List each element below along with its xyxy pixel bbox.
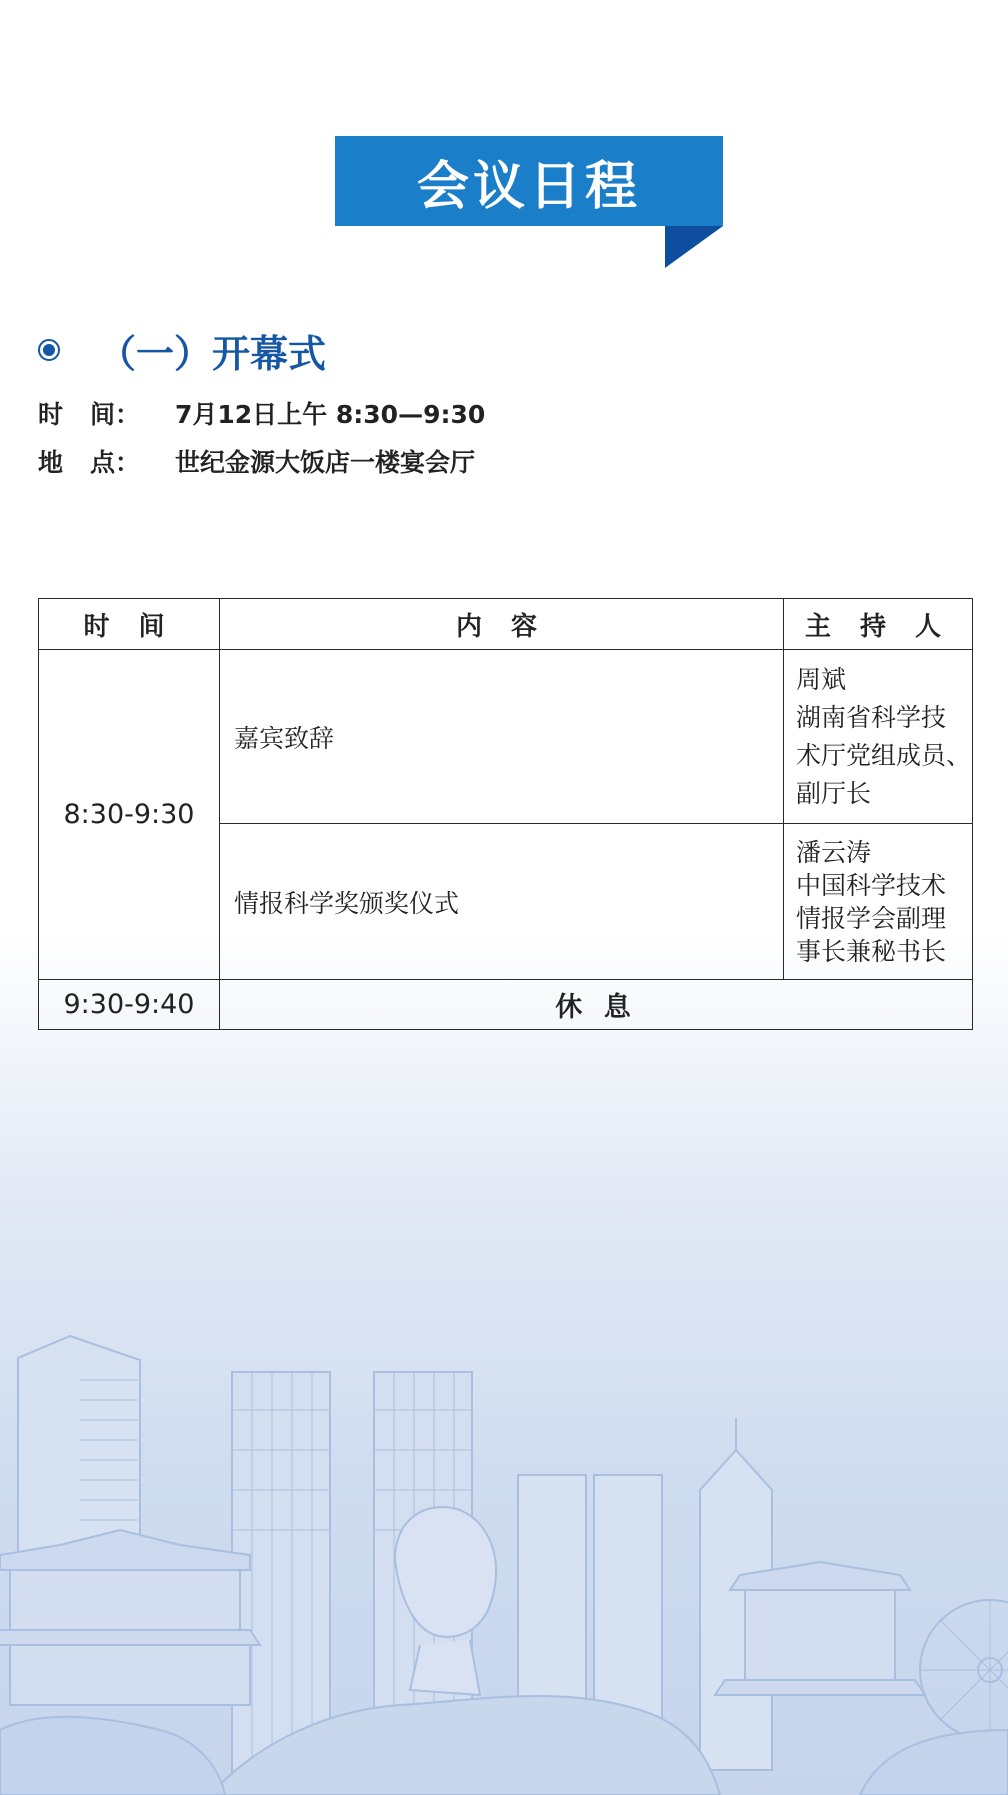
title-banner bbox=[335, 136, 723, 226]
banner-fold bbox=[665, 226, 723, 268]
host-cell: 潘云涛 中国科学技术 情报学会副理 事长兼秘书长 bbox=[784, 824, 973, 980]
break-cell: 休 息 bbox=[220, 980, 973, 1030]
time-info bbox=[38, 395, 485, 431]
time-label-a: 时 bbox=[38, 400, 64, 429]
section-heading bbox=[38, 322, 326, 378]
page-title: 会议日程 bbox=[416, 156, 641, 217]
time-cell: 9:30-9:40 bbox=[39, 980, 220, 1030]
section-title: （一）开幕式 bbox=[98, 331, 327, 376]
host-cell: 周斌 湖南省科学技 术厅党组成员、 副厅长 bbox=[784, 650, 973, 824]
content-cell: 情报科学奖颁奖仪式 bbox=[220, 824, 784, 980]
place-label-a: 地 bbox=[38, 448, 64, 477]
time-label-b: 间： bbox=[90, 400, 141, 429]
place-info bbox=[38, 443, 475, 479]
schedule-table bbox=[38, 598, 973, 1030]
table-row bbox=[39, 980, 973, 1030]
content-cell: 嘉宾致辞 bbox=[220, 650, 784, 824]
city-skyline-illustration bbox=[0, 1300, 1008, 1795]
header-time: 时 间 bbox=[39, 599, 220, 650]
header-content: 内 容 bbox=[220, 599, 784, 650]
time-cell: 8:30-9:30 bbox=[39, 650, 220, 980]
table-header-row bbox=[39, 599, 973, 650]
place-value: 世纪金源大饭店一楼宴会厅 bbox=[175, 448, 476, 477]
header-host: 主 持 人 bbox=[784, 599, 973, 650]
place-label-b: 点： bbox=[90, 448, 141, 477]
bullet-icon bbox=[38, 339, 60, 361]
table-row bbox=[39, 650, 973, 824]
time-value: 7月12日上午 8:30—9:30 bbox=[175, 400, 486, 429]
